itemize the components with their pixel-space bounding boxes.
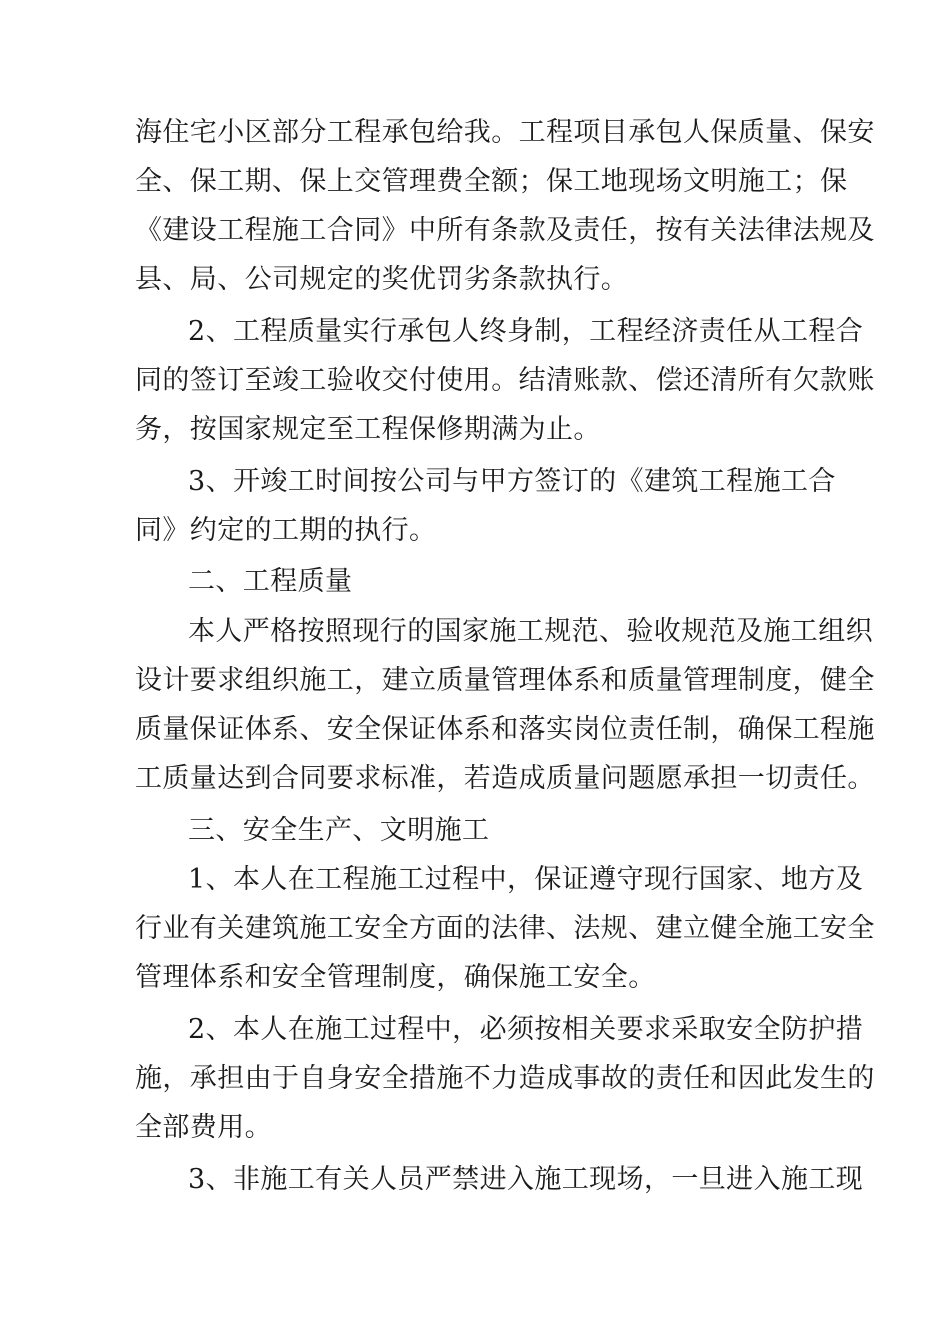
text-line-8: 3、开竣工时间按公司与甲方签订的《建筑工程施工合 — [188, 466, 836, 497]
text-line-14: 工质量达到合同要求标准，若造成质量问题愿承担一切责任。 — [135, 763, 875, 794]
text-line-16: 1、本人在工程施工过程中，保证遵守现行国家、地方及 — [188, 864, 864, 895]
text-line-5: 2、工程质量实行承包人终身制，工程经济责任从工程合 — [188, 316, 864, 347]
text-line-19: 2、本人在施工过程中，必须按相关要求采取安全防护措 — [188, 1014, 864, 1045]
text-line-9: 同》约定的工期的执行。 — [135, 515, 437, 546]
text-line-20: 施，承担由于自身安全措施不力造成事故的责任和因此发生的 — [135, 1063, 875, 1094]
text-line-6: 同的签订至竣工验收交付使用。结清账款、偿还清所有欠款账 — [135, 365, 875, 396]
text-line-18: 管理体系和安全管理制度，确保施工安全。 — [135, 962, 656, 993]
section-heading-2: 二、工程质量 — [188, 566, 353, 597]
text-line-22: 3、非施工有关人员严禁进入施工现场，一旦进入施工现 — [188, 1164, 864, 1195]
text-line-4: 县、局、公司规定的奖优罚劣条款执行。 — [135, 264, 629, 295]
text-line-21: 全部费用。 — [135, 1112, 272, 1143]
text-line-12: 设计要求组织施工，建立质量管理体系和质量管理制度，健全 — [135, 665, 875, 696]
text-line-17: 行业有关建筑施工安全方面的法律、法规、建立健全施工安全 — [135, 913, 875, 944]
text-line-2: 全、保工期、保上交管理费全额；保工地现场文明施工；保 — [135, 166, 848, 197]
section-heading-3: 三、安全生产、文明施工 — [188, 815, 490, 846]
text-line-11: 本人严格按照现行的国家施工规范、验收规范及施工组织 — [188, 616, 873, 647]
text-line-1: 海住宅小区部分工程承包给我。工程项目承包人保质量、保安 — [135, 117, 875, 148]
text-line-7: 务，按国家规定至工程保修期满为止。 — [135, 414, 601, 445]
text-line-3: 《建设工程施工合同》中所有条款及责任，按有关法律法规及 — [135, 215, 875, 246]
text-line-13: 质量保证体系、安全保证体系和落实岗位责任制，确保工程施 — [135, 714, 875, 745]
